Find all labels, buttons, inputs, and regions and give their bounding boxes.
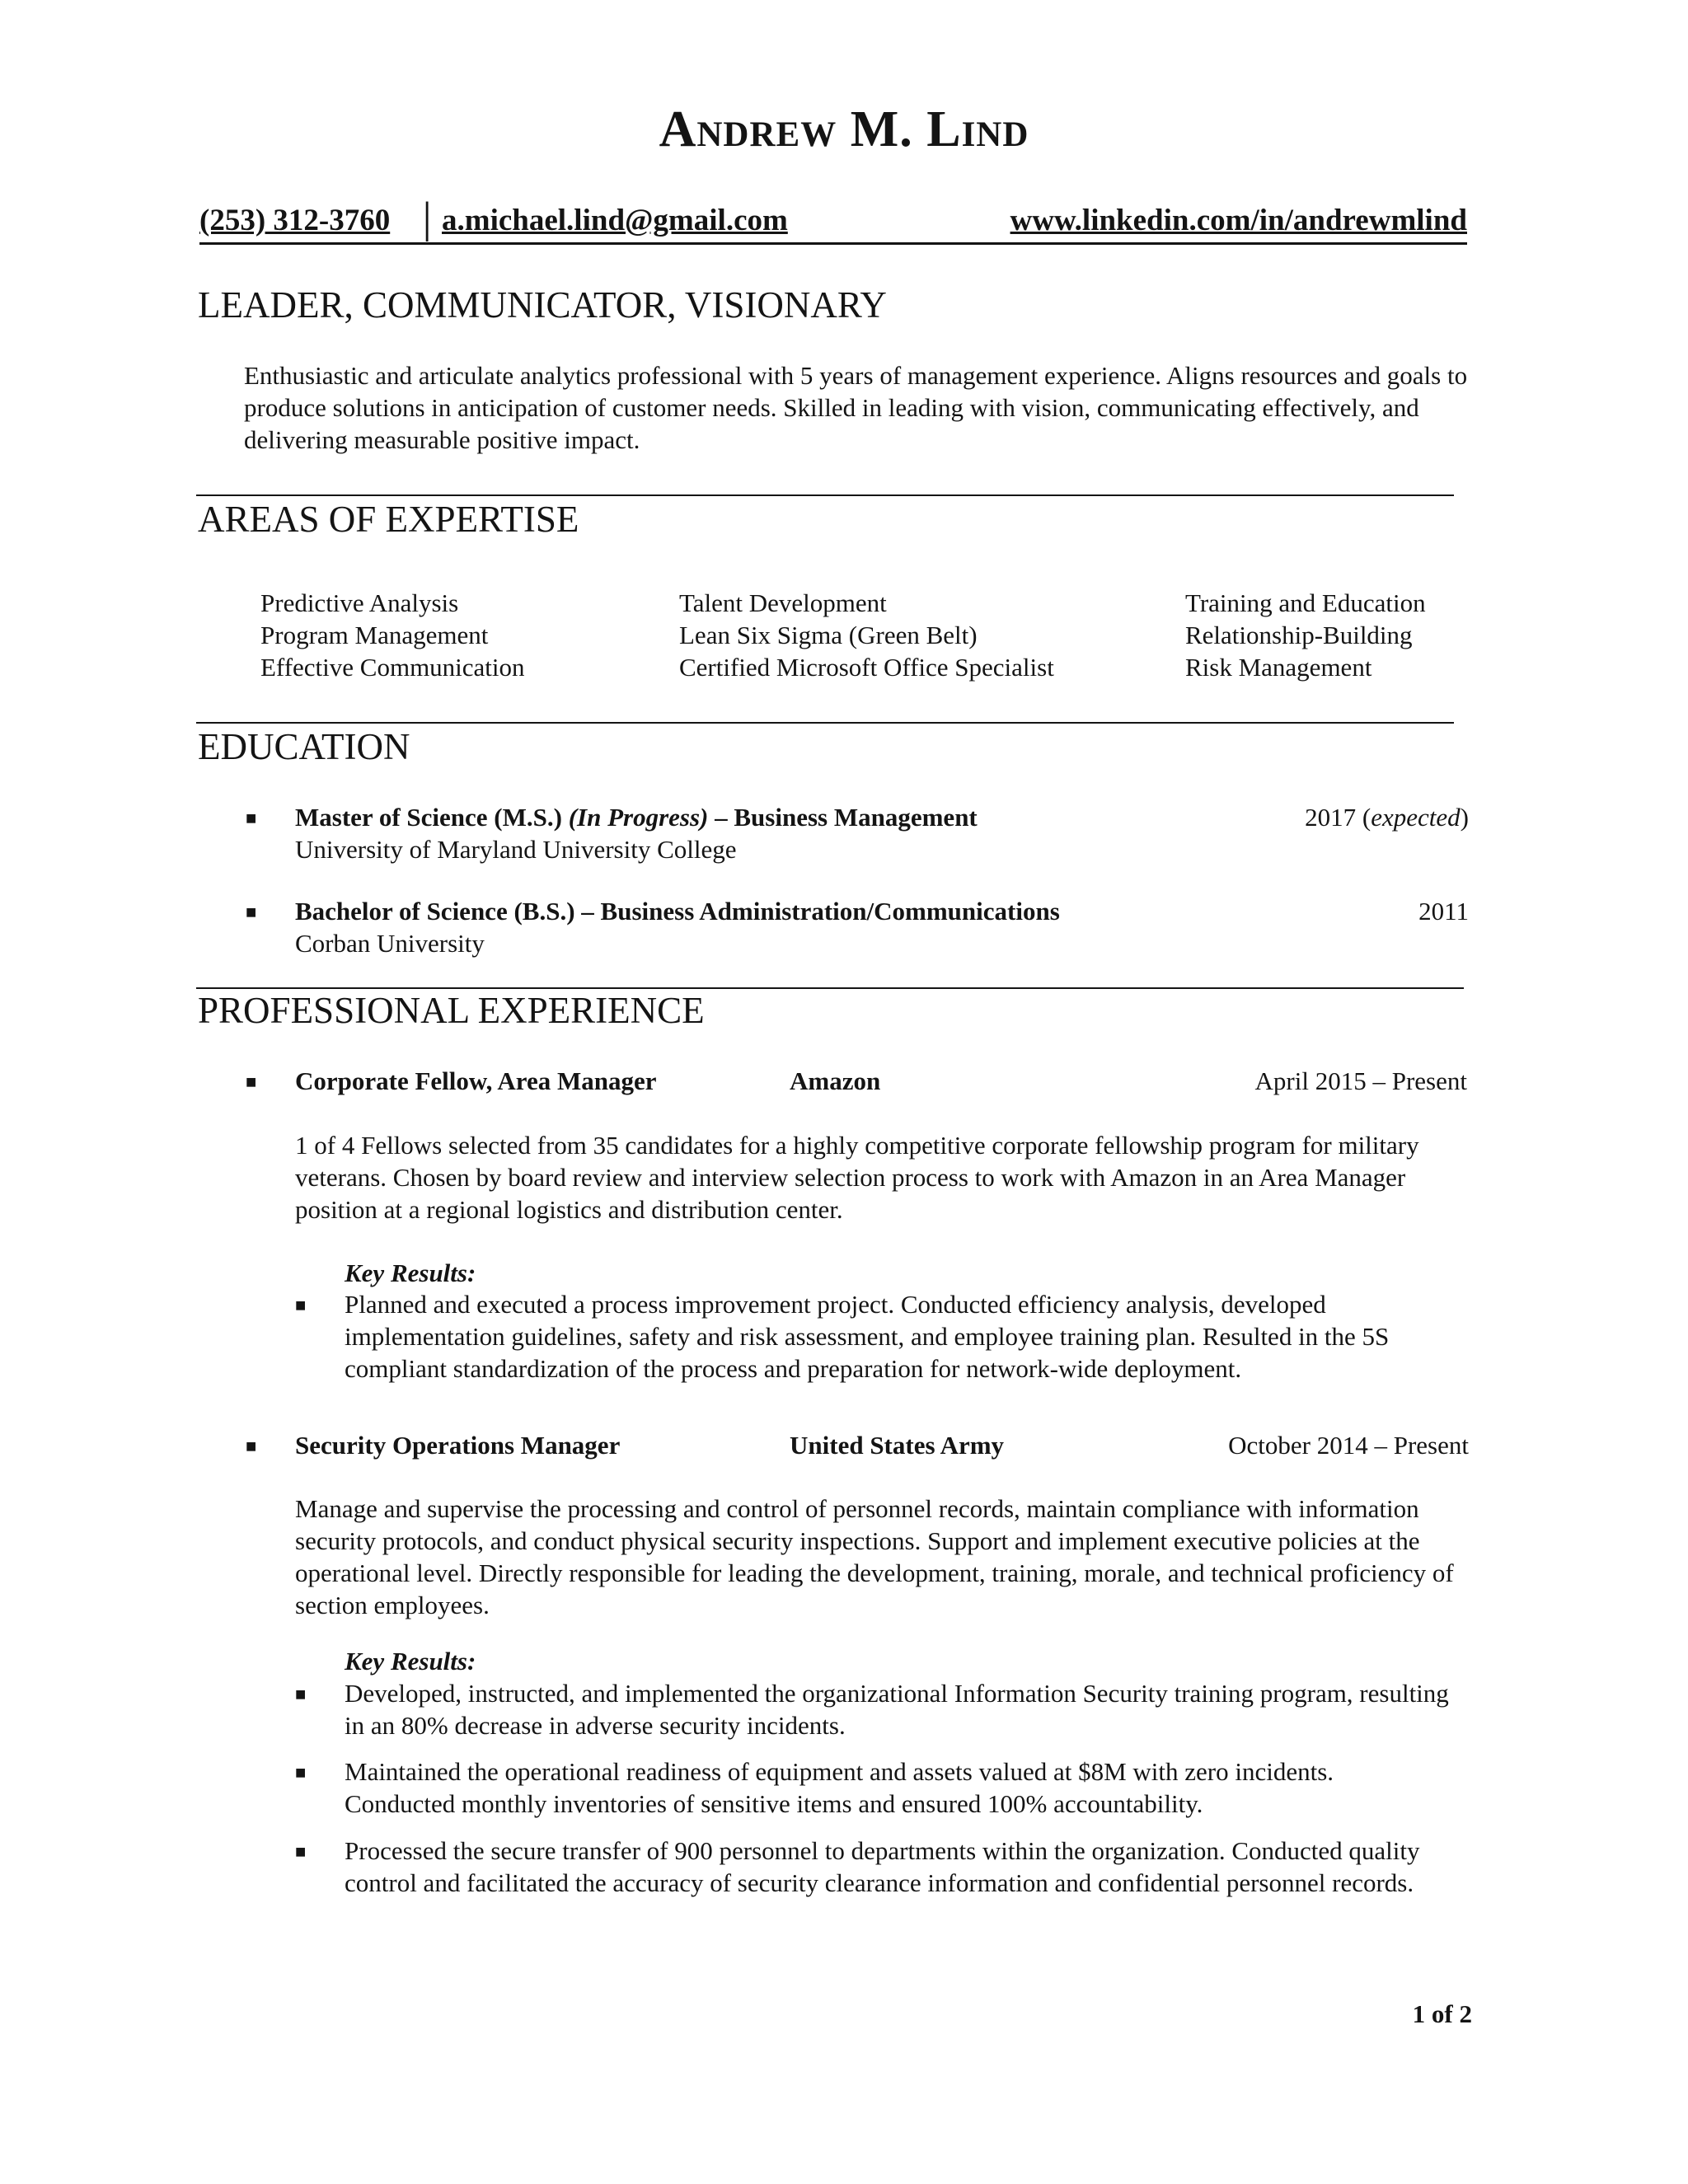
candidate-name: Andrew M. Lind [659, 101, 1029, 157]
experience-heading: PROFESSIONAL EXPERIENCE [198, 990, 705, 1031]
bullet-square-icon: ■ [295, 1295, 307, 1315]
result-item: Planned and executed a process improvement project. Conducted efficiency analysis, developed implementation guidelines, safety and risk assessment, and employee training plan. Resulted in the 5S compliant standardization of the process and preparation for network-wide deployment. [345, 1290, 1390, 1383]
job-company: Amazon [790, 1066, 881, 1095]
degree-name: Master of Science (M.S.) [295, 803, 562, 832]
school-name: Corban University [295, 929, 485, 958]
job-dates: October 2014 – Present [1228, 1431, 1469, 1460]
year-note: expected [1371, 803, 1461, 832]
section-divider [196, 494, 1454, 496]
job-dates: April 2015 – Present [1254, 1066, 1467, 1095]
degree-field: – Business Management [715, 803, 978, 832]
page-number: 1 of 2 [1412, 1999, 1472, 2028]
bullet-square-icon: ■ [295, 1762, 307, 1783]
summary-text: Enthusiastic and articulate analytics professional with 5 years of management experience. Aligns resources and goals to produce solutions in anticipation of customer needs. Skilled in leading with vision, communicating effectively, and delivering measurable positive impact. [244, 361, 1468, 454]
expertise-item: Program Management [260, 621, 489, 649]
expertise-item: Training and Education [1185, 588, 1426, 617]
job-description: Manage and supervise the processing and control of personnel records, maintain compliance with information security protocols, and conduct physical security inspections. Support and implement executive policies at the operational level. Directly responsible for leading the development, training, morale, and technical proficiency of section employees. [295, 1494, 1454, 1619]
bullet-square-icon: ■ [246, 902, 257, 922]
expertise-heading: AREAS OF EXPERTISE [198, 499, 579, 540]
bullet-square-icon: ■ [246, 1436, 257, 1456]
bullet-square-icon: ■ [295, 1684, 307, 1704]
bullet-square-icon: ■ [295, 1841, 307, 1862]
contact-line [199, 203, 1467, 245]
degree-name: Bachelor of Science (B.S.) [295, 897, 575, 926]
education-year: 2011 [1418, 897, 1469, 926]
expertise-column-3 [1185, 587, 1426, 683]
school-name: University of Maryland University College [295, 835, 737, 864]
expertise-item: Relationship-Building [1185, 621, 1413, 649]
year-value: 2017 [1305, 803, 1357, 832]
email-link[interactable]: a.michael.lind@gmail.com [442, 204, 788, 237]
education-heading: EDUCATION [198, 726, 410, 767]
education-degree-line [295, 801, 978, 833]
phone-number[interactable]: (253) 312-3760 [199, 204, 391, 237]
job-description: 1 of 4 Fellows selected from 35 candidates for a highly competitive corporate fellowship program for military veterans. Chosen by board review and interview selection process to work with Amazon in an Area Manager position at a regional logistics and distribution center. [295, 1131, 1419, 1224]
expertise-item: Certified Microsoft Office Specialist [679, 653, 1054, 682]
linkedin-link[interactable]: www.linkedin.com/in/andrewmlind [1010, 204, 1467, 237]
expertise-column-2 [679, 587, 1054, 683]
expertise-item: Lean Six Sigma (Green Belt) [679, 621, 978, 649]
expertise-column-1 [260, 587, 525, 683]
job-company: United States Army [790, 1431, 1005, 1460]
key-results-label: Key Results: [345, 1647, 476, 1675]
education-degree-line [295, 895, 1060, 927]
summary-heading: LEADER, COMMUNICATOR, VISIONARY [198, 284, 887, 326]
resume-header [0, 101, 1688, 159]
expertise-item: Talent Development [679, 588, 887, 617]
result-item: Developed, instructed, and implemented the organizational Information Security training program, resulting in an 80% decrease in adverse security incidents. [345, 1679, 1449, 1740]
section-divider [196, 722, 1454, 724]
expertise-item: Effective Communication [260, 653, 525, 682]
key-results-label: Key Results: [345, 1258, 476, 1287]
job-title: Corporate Fellow, Area Manager [295, 1066, 657, 1095]
education-year: 2017 (expected) [1305, 803, 1469, 832]
contact-separator: │ [415, 202, 439, 239]
bullet-square-icon: ■ [246, 1071, 257, 1092]
expertise-item: Risk Management [1185, 653, 1372, 682]
job-title: Security Operations Manager [295, 1431, 621, 1460]
result-item: Processed the secure transfer of 900 personnel to departments within the organization. Conducted quality control and facilitated the accuracy of security clearance information and confidential personnel records. [345, 1836, 1420, 1897]
bullet-square-icon: ■ [246, 808, 257, 828]
degree-status: (In Progress) [568, 803, 709, 832]
degree-field: – Business Administration/Communications [581, 897, 1060, 926]
result-item: Maintained the operational readiness of equipment and assets valued at $8M with zero incidents. Conducted monthly inventories of sensitive items and ensured 100% accountability. [345, 1757, 1334, 1818]
expertise-item: Predictive Analysis [260, 588, 459, 617]
